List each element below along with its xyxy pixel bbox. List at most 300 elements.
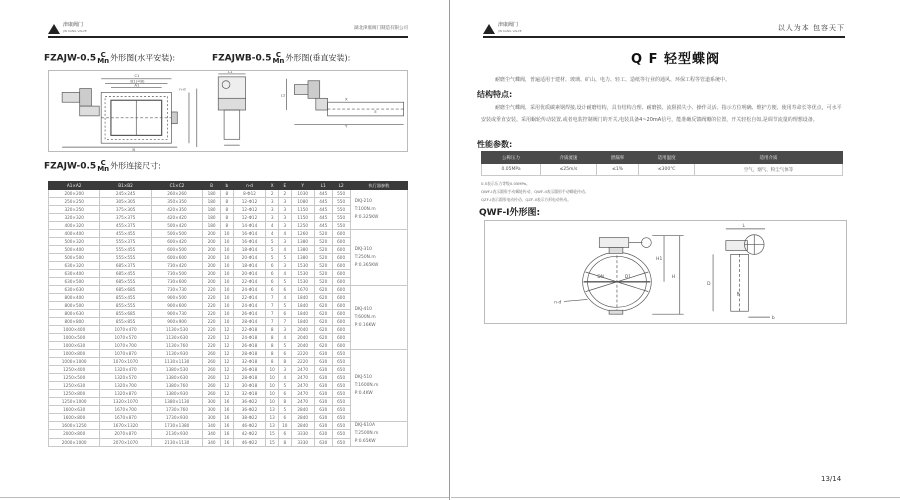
table-cell: 220 [203,342,221,350]
logo-text: 津康阀门 [63,22,84,28]
table-cell: 12-Φ12 [233,214,266,222]
table-cell: 2070×870 [100,430,151,438]
table-cell: 600 [332,278,350,286]
table-cell: 520 [314,246,332,254]
logo-subtext: JIN KANG VALVE [63,29,87,33]
table-cell: 685×375 [100,262,151,270]
table-cell: 620 [314,286,332,294]
table-cell: 900×900 [151,318,202,326]
structure-paragraph: 耐磨尘气蝶阀，采用优质碳素钢焊接,设计耐磨结构，具有结构合理、耐磨损、流阻损失小、操作灵活、指示方位明确、维护方便、使用寿命长等优点，可水平安装或垂直安装。采用蜗轮传动装置,或者电装控制阀门的开关,电装具备4~20mA信号，能准确反馈阀瓣的位置，开关轻松自如,是调节流量的理想设备。 [481,105,842,123]
table-cell: 5 [278,382,291,390]
table-cell: 620 [314,310,332,318]
table-cell: 1600×800 [49,414,100,422]
damper-drawing-svg [49,71,407,151]
table-cell: 650 [332,366,350,374]
table-cell: 8 [278,438,291,446]
table-cell: 5 [278,278,291,286]
figure-title-horizontal [44,52,175,64]
table-cell: 3 [266,214,279,222]
table-cell: 630 [314,350,332,358]
table-cell: 555×555 [100,254,151,262]
table-cell: 1320×470 [100,366,151,374]
table-cell: 16-Φ14 [233,230,266,238]
table-cell: 6 [278,414,291,422]
table-cell: 1380 [291,254,314,262]
table-cell: 12 [221,382,234,390]
table-cell: 5 [278,406,291,414]
table-cell: 730×600 [151,278,202,286]
table-cell: 8-Φ12 [233,190,266,198]
table-cell: 5 [266,238,279,246]
table-cell: 220 [203,310,221,318]
header-rule [48,36,408,38]
table-cell: 220 [203,334,221,342]
table-cell: 3 [266,206,279,214]
table-cell: 1250×1000 [49,398,100,406]
table-cell: 4 [278,334,291,342]
table-cell: 900×730 [151,310,202,318]
label-h1: H1 [656,257,663,263]
table-cell: 2 [278,190,291,198]
table-header-cell: Y [291,182,314,190]
header-rule [483,36,845,38]
table-cell: 26-Φ18 [233,342,266,350]
table-cell: 1260 [291,230,314,238]
right-page [451,0,900,500]
table-cell: 1840 [291,318,314,326]
table-cell: 8 [221,198,234,206]
actuator-model: DKJ-510 [354,374,372,380]
table-cell: 15 [266,438,279,446]
table-cell: 600×420 [151,238,202,246]
perf-cell: 空气、烟气、粉尘气体等 [694,164,842,176]
figure-title-vertical [212,52,350,64]
table-cell: 1130×630 [151,334,202,342]
label-dn: DN [597,274,605,280]
table-cell: 4 [278,230,291,238]
table-cell: 1130×530 [151,326,202,334]
table-cell: 630 [314,422,332,430]
table-row [49,350,408,358]
mountain-logo-icon [48,24,60,34]
table-cell: 630×630 [49,286,100,294]
table-cell: 1130×930 [151,350,202,358]
table-cell: 260 [203,350,221,358]
table-cell: 5 [278,254,291,262]
table-header-cell: L1 [314,182,332,190]
table-cell: 685×555 [100,278,151,286]
table-cell: 1150 [291,206,314,214]
table-cell: 555×455 [100,246,151,254]
company-logo [483,22,522,34]
table-cell: 1730×930 [151,414,202,422]
table-cell: 1000×1000 [49,358,100,366]
actuator-torque: T:1600N.m [354,382,379,388]
table-row [49,422,408,430]
table-cell: 180 [203,214,221,222]
figure-caption: 外形图(水平安装): [110,53,176,63]
table-cell: 2840 [291,422,314,430]
table-cell: 1030 [291,190,314,198]
table-cell: 180 [203,190,221,198]
perf-header: 适用温度 [639,152,695,164]
label-h: H [671,274,676,280]
table-cell: 630×320 [49,262,100,270]
table-cell: 8 [278,358,291,366]
table-cell: 10 [221,270,234,278]
table-cell: 2470 [291,366,314,374]
table-cell: 3330 [291,430,314,438]
perf-header: 公称压力 [482,152,541,164]
table-cell: 1320×870 [100,390,151,398]
table-cell: 620 [314,302,332,310]
table-cell: 32-Φ18 [233,358,266,366]
table-cell: 5 [278,342,291,350]
model-code: FZAJW-0.5 [44,161,97,172]
table-cell: 650 [332,438,350,446]
qwf-figure-title: QWF-Ⅰ外形图: [479,208,541,218]
table-cell: 200 [203,262,221,270]
table-caption: 外形连接尺寸: [110,161,161,171]
dimension-table [48,181,408,447]
table-cell: 2840 [291,406,314,414]
actuator-torque: T:250N.m [354,254,376,260]
table-cell: 500×500 [49,254,100,262]
actuator-spec-cell [350,190,407,230]
actuator-torque: T:600N.m [354,314,376,320]
company-name: 湖北津康阀门制造有限公司 [354,26,408,31]
table-cell: 10 [221,318,234,326]
table-cell: 4 [278,270,291,278]
table-header-cell: 执行器参数 [350,182,407,190]
table-cell: 200 [203,270,221,278]
label-y: Y [345,123,348,129]
table-cell: 630 [314,358,332,366]
table-cell: 28-Φ14 [233,318,266,326]
table-cell: 1320×700 [100,382,151,390]
table-cell: 1840 [291,294,314,302]
table-cell: 3 [278,206,291,214]
table-cell: 20-Φ14 [233,254,266,262]
table-cell: 6 [278,350,291,358]
table-cell: 650 [332,350,350,358]
table-cell: 16 [221,430,234,438]
table-cell: 10 [266,366,279,374]
table-cell: 2040 [291,334,314,342]
label-c1: C1 [134,72,140,78]
table-cell: 520 [314,254,332,262]
table-cell: 1070×700 [100,342,151,350]
table-cell: 16 [221,438,234,446]
table-cell: 32-Φ18 [233,390,266,398]
table-cell: 1000×800 [49,350,100,358]
table-cell: 1000×400 [49,326,100,334]
table-cell: 2040 [291,326,314,334]
table-cell: 1380 [291,238,314,246]
table-cell: 600 [332,230,350,238]
table-cell: 10 [221,238,234,246]
table-cell: 600×500 [151,246,202,254]
table-cell: 7 [266,310,279,318]
table-cell: 550 [332,214,350,222]
actuator-spec-cell [350,422,407,447]
page-number: 13/14 [821,475,842,483]
table-cell: 600 [332,254,350,262]
table-cell: 22-Φ14 [233,294,266,302]
table-cell: 1730×1380 [151,422,202,430]
table-cell: 630 [314,430,332,438]
table-cell: 8 [221,190,234,198]
table-cell: 2220 [291,350,314,358]
table-cell: 7 [266,318,279,326]
actuator-model: DKJ-610A [354,423,375,428]
actuator-torque: T:2500N.m [354,431,379,436]
table-cell: 600 [332,286,350,294]
table-cell: 630 [314,438,332,446]
table-cell: 12-Φ12 [233,198,266,206]
table-cell: 6 [278,390,291,398]
table-cell: 730×730 [151,286,202,294]
table-cell: 600 [332,270,350,278]
table-cell: 5 [278,302,291,310]
table-cell: 12-Φ12 [233,206,266,214]
table-cell: 1600×1250 [49,422,100,430]
table-cell: 600×600 [151,254,202,262]
table-row [49,190,408,198]
table-cell: 6 [266,270,279,278]
table-header-cell: B [203,182,221,190]
table-cell: 630 [314,374,332,382]
actuator-power: P:0.4KW [354,390,373,396]
figure-caption: 外形图(垂直安装): [285,53,351,63]
actuator-torque: T:100N.m [354,206,376,212]
actuator-spec-cell [350,286,407,350]
table-cell: 12 [221,350,234,358]
table-cell: 500×320 [49,238,100,246]
table-header-cell: n-d [233,182,266,190]
actuator-power: P:0.16KW [354,322,376,328]
table-cell: 24-Φ18 [233,334,266,342]
perf-cell: 0.05MPa [482,164,541,176]
table-cell: 1380 [291,246,314,254]
table-cell: 260 [203,382,221,390]
table-cell: 445 [314,206,332,214]
logo-subtext: JIN KANG VALVE [498,29,522,33]
table-cell: 1670×1320 [100,422,151,430]
actuator-power: P:0.365KW [354,262,379,268]
table-cell: 220 [203,326,221,334]
table-cell: 6 [266,262,279,270]
table-cell: 10 [266,382,279,390]
table-cell: 550 [332,222,350,230]
table-cell: 2470 [291,390,314,398]
table-cell: 1250×630 [49,382,100,390]
actuator-power: P:0.325KW [354,214,379,220]
table-cell: 1670 [291,286,314,294]
sub: Mn [97,57,110,65]
table-cell: 10 [221,310,234,318]
sup: C [275,51,282,59]
table-cell: 12 [221,334,234,342]
table-cell: 445 [314,222,332,230]
table-cell: 500×420 [151,222,202,230]
product-title: Q F 轻型蝶阀 [631,52,720,67]
table-cell: 650 [332,358,350,366]
page-bottom-rule [0,497,449,498]
table-cell: 520 [314,262,332,270]
table-cell: 4 [266,230,279,238]
table-cell: 1730×760 [151,406,202,414]
table-cell: 550 [332,190,350,198]
table-cell: 10 [221,294,234,302]
table-cell: 200 [203,254,221,262]
table-cell: 12 [221,358,234,366]
table-cell: 600 [332,334,350,342]
table-cell: 420×420 [151,214,202,222]
table-cell: 220 [203,302,221,310]
table-cell: 3 [278,198,291,206]
table-cell: 340 [203,438,221,446]
valve-drawing-svg [485,221,846,323]
label-l2: L2 [280,92,286,98]
table-cell: 1000×500 [49,334,100,342]
table-cell: 730×500 [151,270,202,278]
table-cell: 22-Φ18 [233,326,266,334]
table-cell: 4 [278,374,291,382]
table-cell: 555×375 [100,238,151,246]
table-cell: 855×455 [100,294,151,302]
performance-heading: 性能参数: [477,140,513,149]
table-cell: 13 [266,422,279,430]
table-cell: 650 [332,406,350,414]
table-cell: 4 [266,222,279,230]
table-cell: 685×685 [100,286,151,294]
table-cell: 38-Φ22 [233,414,266,422]
table-cell: 12 [221,374,234,382]
table-cell: 24-Φ14 [233,302,266,310]
label-d: D [707,281,711,287]
table-cell: 855×555 [100,302,151,310]
table-cell: 13 [266,414,279,422]
label-b1: B1(∞B) [130,78,145,84]
table-cell: 600 [332,238,350,246]
table-cell: 855×685 [100,310,151,318]
table-cell: 10 [221,254,234,262]
perf-cell: ≤1% [596,164,638,176]
table-cell: 630 [314,414,332,422]
table-cell: 10 [221,278,234,286]
table-cell: 36-Φ22 [233,398,266,406]
table-cell: 445 [314,198,332,206]
table-cell: 15 [266,430,279,438]
table-cell: 16 [221,406,234,414]
sup: C [100,159,106,167]
note-2: QWF-I表示圆形手动蜗轮传动、QWF-II表示圆形手动蜗轮传动。 [481,189,589,194]
table-cell: 520 [314,278,332,286]
perf-cell: ≤300℃ [639,164,695,176]
logo-text: 津康阀门 [498,22,519,28]
table-cell: 20-Φ14 [233,270,266,278]
table-cell: 445 [314,214,332,222]
table-cell: 1150 [291,214,314,222]
table-cell: 18-Φ14 [233,246,266,254]
table-cell: 28-Φ18 [233,374,266,382]
label-d1: D1 [624,274,632,280]
slogan: 以人为本 包容天下 [777,24,845,32]
perf-row [482,164,843,176]
table-cell: 650 [332,422,350,430]
table-cell: 500×400 [49,246,100,254]
table-header-cell: L2 [332,182,350,190]
sub: Mn [97,165,110,173]
table-cell: 300 [203,406,221,414]
table-cell: 1670×870 [100,414,151,422]
structure-heading: 结构特点: [477,90,513,99]
table-cell: 650 [332,430,350,438]
actuator-spec-cell [350,350,407,422]
table-cell: 245×245 [100,190,151,198]
table-cell: 1840 [291,302,314,310]
table-cell: 1250×500 [49,374,100,382]
label-b: B [736,292,740,298]
table-cell: 630 [314,406,332,414]
table-header-cell: X [266,182,279,190]
table-header-row [49,182,408,190]
table-cell: 3 [278,214,291,222]
table-cell: 400×400 [49,230,100,238]
perf-cell: ≤25m/s [541,164,597,176]
table-cell: 375×375 [100,214,151,222]
sub: Mn [272,57,285,65]
table-cell: 260 [203,374,221,382]
table-cell: 3330 [291,438,314,446]
label-a1: A1 [134,82,140,88]
butterfly-valve-drawing [484,220,847,324]
table-cell: 10 [266,374,279,382]
table-cell: 420×350 [151,206,202,214]
table-cell: 2000×800 [49,430,100,438]
damper-outline-drawing [48,70,408,152]
table-cell: 8 [266,358,279,366]
table-cell: 620 [314,318,332,326]
table-cell: 1670×700 [100,406,151,414]
table-cell: 8 [266,350,279,358]
table-cell: 600 [332,246,350,254]
table-cell: 300 [203,414,221,422]
table-cell: 630×400 [49,270,100,278]
table-cell: 220 [203,294,221,302]
table-cell: 4 [278,246,291,254]
table-cell: 620 [314,342,332,350]
table-cell: 16 [221,414,234,422]
note-3: QZF-I表示圆形电动传动、QZF-II表示方形电动传动。 [481,197,571,202]
table-cell: 12 [221,366,234,374]
table-cell: 600 [332,318,350,326]
table-cell: 6 [278,286,291,294]
company-logo [48,22,87,34]
table-header-cell: b [221,182,234,190]
table-cell: 2220 [291,358,314,366]
table-cell: 320×320 [49,214,100,222]
table-cell: 650 [332,390,350,398]
table-cell: 630 [314,366,332,374]
table-cell: 28-Φ18 [233,350,266,358]
table-cell: 350×350 [151,198,202,206]
perf-header-row [482,152,843,164]
table-cell: 520 [314,270,332,278]
table-cell: 200 [203,278,221,286]
table-cell: 1070×470 [100,326,151,334]
